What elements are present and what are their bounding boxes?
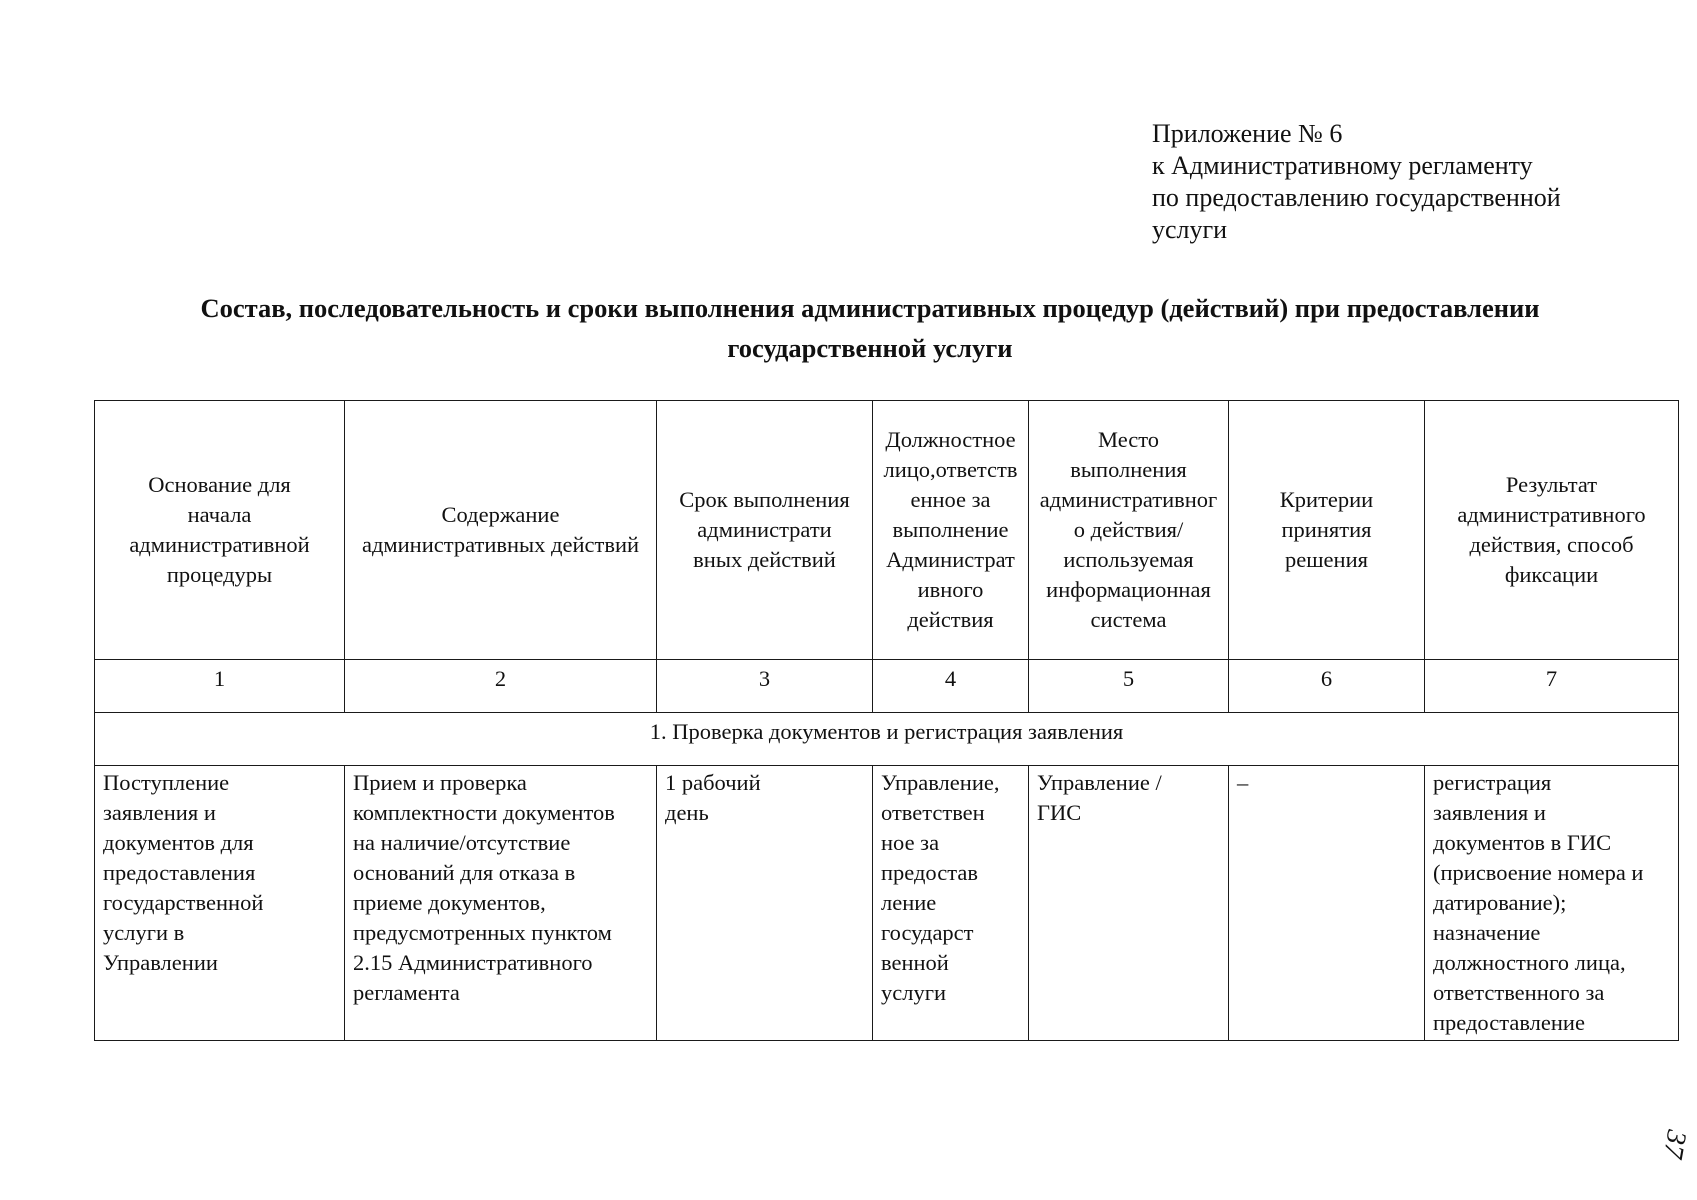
header-result: Результат административного действия, способ фиксации xyxy=(1425,401,1679,660)
table-header-row xyxy=(95,401,1679,660)
document-title xyxy=(100,288,1640,368)
column-number: 3 xyxy=(657,660,873,713)
cell-deadline: 1 рабочий день xyxy=(657,766,873,1041)
document-title-line-1: Состав, последовательность и сроки выполнения административных процедур (действий) при предоставлении xyxy=(200,293,1540,323)
header-content: Содержание административных действий xyxy=(345,401,657,660)
appendix-reference xyxy=(1152,118,1561,246)
cell-criteria: – xyxy=(1229,766,1425,1041)
table-row xyxy=(95,766,1679,1041)
column-number-row xyxy=(95,660,1679,713)
cell-result: регистрация заявления и документов в ГИС (присвоение номера и датирование); назначение должностного лица, ответственного за предоставление xyxy=(1425,766,1679,1041)
cell-place: Управление / ГИС xyxy=(1029,766,1229,1041)
column-number: 5 xyxy=(1029,660,1229,713)
header-deadline: Срок выполнения администрати вных действий xyxy=(657,401,873,660)
section-row xyxy=(95,713,1679,766)
header-place: Место выполнения административног о действия/ используемая информационная система xyxy=(1029,401,1229,660)
appendix-line: Приложение № 6 xyxy=(1152,119,1343,148)
appendix-line: по предоставлению государственной xyxy=(1152,183,1561,212)
section-title: 1. Проверка документов и регистрация заявления xyxy=(95,713,1679,766)
cell-basis: Поступление заявления и документов для предоставления государственной услуги в Управлении xyxy=(95,766,345,1041)
cell-responsible: Управление, ответствен ное за предостав ление государст венной услуги xyxy=(873,766,1029,1041)
column-number: 2 xyxy=(345,660,657,713)
column-number: 7 xyxy=(1425,660,1679,713)
header-responsible: Должностное лицо,ответств енное за выполнение Администрат ивного действия xyxy=(873,401,1029,660)
column-number: 1 xyxy=(95,660,345,713)
appendix-line: услуги xyxy=(1152,215,1228,244)
header-basis: Основание для начала административной процедуры xyxy=(95,401,345,660)
column-number: 6 xyxy=(1229,660,1425,713)
header-criteria: Критерии принятия решения xyxy=(1229,401,1425,660)
procedures-table xyxy=(94,400,1679,1041)
appendix-line: к Административному регламенту xyxy=(1152,151,1533,180)
document-title-line-2: государственной услуги xyxy=(727,333,1013,363)
page-number: 37 xyxy=(1656,1127,1693,1161)
column-number: 4 xyxy=(873,660,1029,713)
cell-content: Прием и проверка комплектности документов на наличие/отсутствие оснований для отказа в приеме документов, предусмотренных пунктом 2.15 Административного регламента xyxy=(345,766,657,1041)
